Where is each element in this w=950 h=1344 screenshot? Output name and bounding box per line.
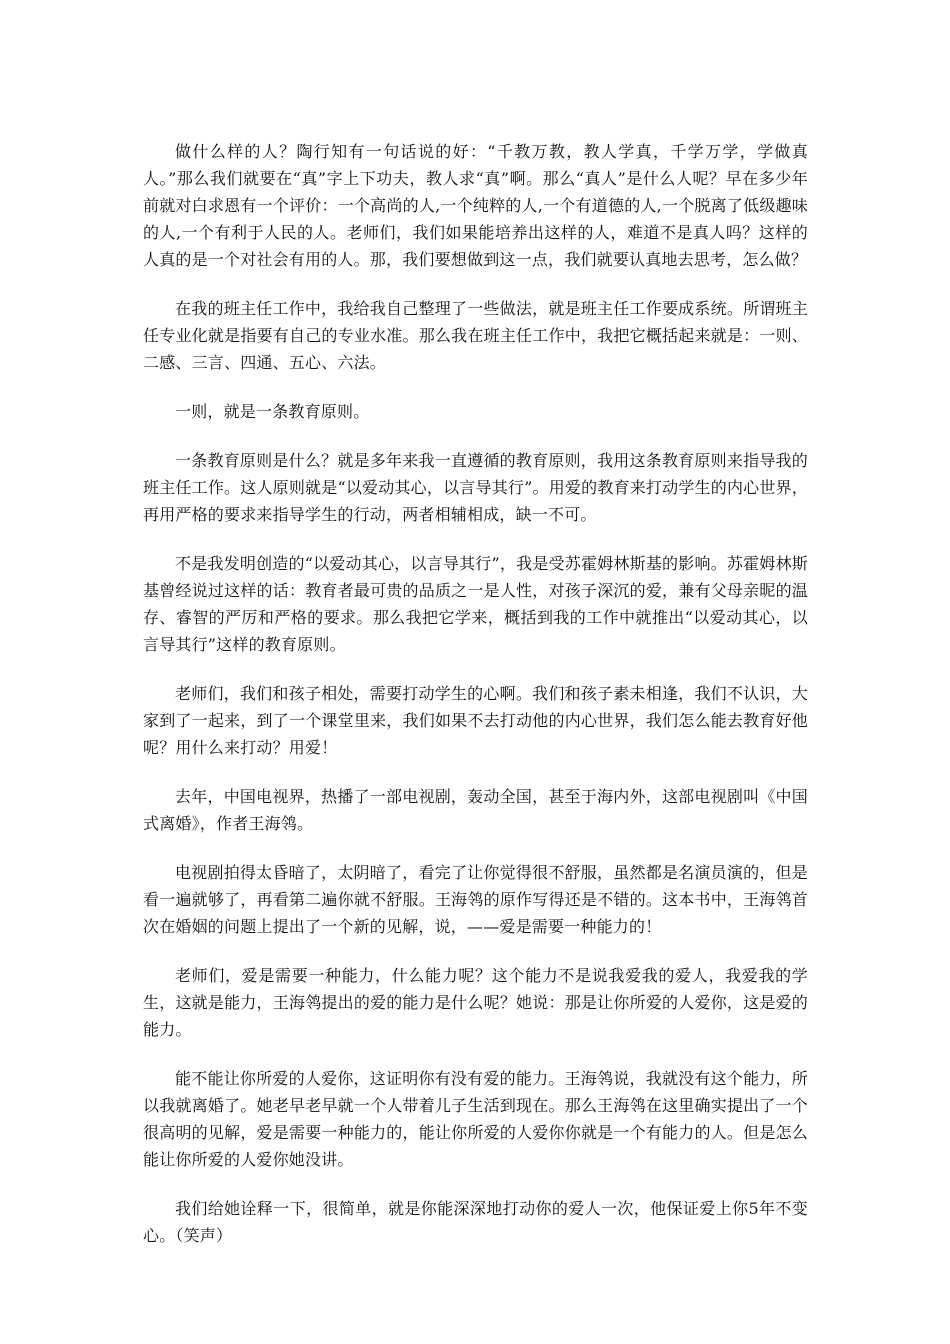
- paragraph: 在我的班主任工作中，我给我自己整理了一些做法，就是班主任工作要成系统。所谓班主任专业化就是指要有自己的专业水准。那么我在班主任工作中，我把它概括起来就是：一则、二感、三言、四通、五心、六法。: [143, 299, 808, 372]
- paragraph: 不是我发明创造的“以爱动其心，以言导其行”，我是受苏霍姆林斯基的影响。苏霍姆林斯基曾经说过这样的话：教育者最可贵的品质之一是人性，对孩子深沉的爱，兼有父母亲昵的温存、睿智的严厉和严格的要求。那么我把它学来，概括到我的工作中就推出“以爱动其心，以言导其行”这样的教育原则。: [143, 554, 808, 654]
- paragraph: 去年，中国电视界，热播了一部电视剧，轰动全国，甚至于海内外，这部电视剧叫《中国式离婚》，作者王海鸰。: [143, 787, 808, 833]
- document-body: [143, 138, 808, 1271]
- paragraph: 老师们，我们和孩子相处，需要打动学生的心啊。我们和孩子素未相逢，我们不认识，大家到了一起来，到了一个课堂里来，我们如果不去打动他的内心世界，我们怎么能去教育好他呢？用什么来打动？用爱！: [143, 684, 808, 757]
- paragraph: 一则，就是一条教育原则。: [175, 402, 370, 421]
- paragraph: 我们给她诠释一下，很简单，就是你能深深地打动你的爱人一次，他保证爱上你5年不变心。（笑声）: [143, 1199, 808, 1245]
- paragraph: 能不能让你所爱的人爱你，这证明你有没有爱的能力。王海鸰说，我就没有这个能力，所以我就离婚了。她老早老早就一个人带着儿子生活到现在。那么王海鸰在这里确实提出了一个很高明的见解，爱是需要一种能力的，能让你所爱的人爱你你就是一个有能力的人。但是怎么能让你所爱的人爱你她没讲。: [143, 1069, 808, 1169]
- paragraph: 老师们，爱是需要一种能力，什么能力呢？这个能力不是说我爱我的爱人，我爱我的学生，这就是能力，王海鸰提出的爱的能力是什么呢？她说：那是让你所爱的人爱你，这是爱的能力。: [143, 966, 808, 1039]
- paragraph: 一条教育原则是什么？就是多年来我一直遵循的教育原则，我用这条教育原则来指导我的班主任工作。这人原则就是“以爱动其心，以言导其行”。用爱的教育来打动学生的内心世界，再用严格的要求来指导学生的行动，两者相辅相成，缺一不可。: [143, 451, 808, 524]
- paragraph: 做什么样的人？陶行知有一句话说的好：“千教万教，教人学真，千学万学，学做真人。”那么我们就要在“真”字上下功夫，教人求“真”啊。那么“真人”是什么人呢？早在多少年前就对白求恩有一个评价：一个高尚的人,一个纯粹的人,一个有道德的人,一个脱离了低级趣味的人,一个有利于人民的人。老师们，我们如果能培养出这样的人，难道不是真人吗？这样的人真的是一个对社会有用的人。那，我们要想做到这一点，我们就要认真地去思考，怎么做？: [143, 142, 808, 269]
- paragraph: 电视剧拍得太昏暗了，太阴暗了，看完了让你觉得很不舒服，虽然都是名演员演的，但是看一遍就够了，再看第二遍你就不舒服。王海鸰的原作写得还是不错的。这本书中，王海鸰首次在婚姻的问题上提出了一个新的见解，说，——爱是需要一种能力的！: [143, 863, 808, 936]
